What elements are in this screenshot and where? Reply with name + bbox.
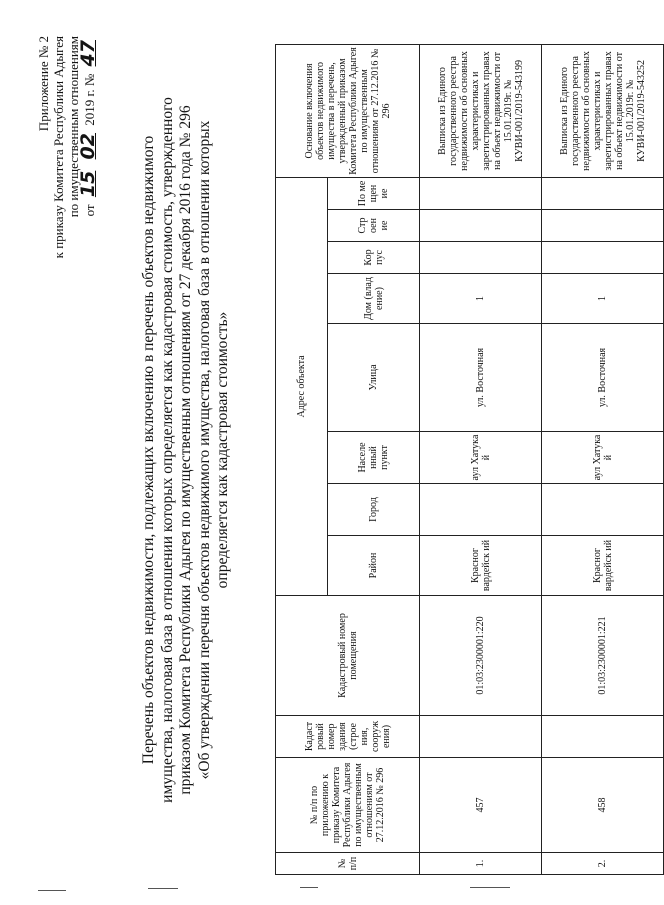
header-appendix-num: № п/п по приложению к приказу Комитета Республики Адыгея по имущественным отношениям от 27.12.2016 № 296	[276, 758, 420, 853]
cell-building-cadastral	[420, 716, 542, 758]
cell-room-cadastral: 01:03:2300001:221	[542, 596, 664, 716]
cell-street: ул. Восточная	[542, 324, 664, 432]
appendix-title: Приложение № 2	[36, 36, 51, 132]
header-house: Дом (влад ение)	[328, 274, 420, 324]
scan-mark	[148, 888, 178, 889]
table-row	[420, 44, 542, 874]
cell-appendix-num: 458	[542, 758, 664, 853]
cell-room	[542, 177, 664, 209]
cell-district: Красног вардейск ий	[542, 536, 664, 596]
title-line-4: «Об утверждении перечня объектов недвижимого имущества, налоговая база в отношении которых	[195, 120, 213, 780]
header-district: Район	[328, 536, 420, 596]
order-number-handwritten: 47	[77, 40, 99, 67]
scan-mark	[300, 887, 318, 888]
cell-locality: аул Хатукa й	[420, 432, 542, 484]
header-address: Адрес объекта	[276, 177, 328, 595]
cell-locality: аул Хатука й	[542, 432, 664, 484]
cell-num: 1.	[420, 853, 542, 875]
scan-mark	[38, 890, 66, 891]
cell-num: 2.	[542, 853, 664, 875]
header-locality: Населе нный пункт	[328, 432, 420, 484]
cell-house: 1	[420, 274, 542, 324]
header-num: № п/п	[276, 853, 420, 875]
property-table	[275, 44, 664, 875]
table-row	[542, 44, 664, 874]
appendix-committee-line: по имущественным отношениям	[66, 36, 81, 218]
header-room: По ме щен ие	[328, 177, 420, 209]
document-title	[140, 65, 233, 835]
cell-street: ул. Восточная	[420, 324, 542, 432]
appendix-order-line: к приказу Комитета Республики Адыгея	[51, 36, 66, 259]
appendix-date-line	[77, 36, 99, 376]
header-korpus: Кор пус	[328, 242, 420, 274]
header-building-cadastral: Кадаст ровый номер здания (строе ния, сооруж ения)	[276, 716, 420, 758]
title-line-2: имущества, налоговая база в отношении которых определяется как кадастровая стоимость, утвержденного	[158, 97, 176, 803]
title-line-3: приказом Комитета Республики Адыгея по имущественным отношениям от 27 декабря 2016 года № 296	[177, 105, 194, 795]
cell-room-cadastral: 01:03:2300001:220	[420, 596, 542, 716]
cell-city	[542, 484, 664, 536]
cell-korpus	[542, 242, 664, 274]
date-month-handwritten: 02	[77, 132, 99, 160]
header-building: Стр оен ие	[328, 210, 420, 242]
title-line-1: Перечень объектов недвижимости, подлежащих включению в перечень объектов недвижимого	[140, 135, 157, 765]
header-street: Улица	[328, 324, 420, 432]
cell-building-cadastral	[542, 716, 664, 758]
cell-room	[420, 177, 542, 209]
header-city: Город	[328, 484, 420, 536]
scan-mark	[470, 887, 510, 888]
header-basis: Основание включения объектов недвижимого имущества в перечень, утвержденный приказом Комитета Республики Адыгея по имущественным отношениям от 27.12.2016 № 296	[276, 44, 420, 177]
appendix-note	[36, 36, 97, 376]
header-room-cadastral: Кадастровый номер помещения	[276, 596, 420, 716]
cell-city	[420, 484, 542, 536]
cell-building	[420, 210, 542, 242]
date-prefix: от	[82, 204, 97, 217]
title-line-5: определяется как кадастровая стоимость»	[214, 311, 231, 589]
cell-appendix-num: 457	[420, 758, 542, 853]
cell-building	[542, 210, 664, 242]
cell-basis: Выписка из Единого государственного реестра недвижимости об основных характеристиках и зарегистрированных правах на объект недвижимости от 15.01.2019г. № КУВИ-001/2019-543252	[542, 44, 664, 177]
cell-korpus	[420, 242, 542, 274]
cell-basis: Выписка из Единого государственного реестра недвижимости об основных характеристиках и зарегистрированных правах на объект недвижимости от 15.01.2019г. № КУВИ-001/2019-543199	[420, 44, 542, 177]
date-day-handwritten: 15	[77, 170, 99, 198]
cell-district: Красног вардейск ий	[420, 536, 542, 596]
date-year: 2019 г. №	[82, 73, 97, 126]
cell-house: 1	[542, 274, 664, 324]
